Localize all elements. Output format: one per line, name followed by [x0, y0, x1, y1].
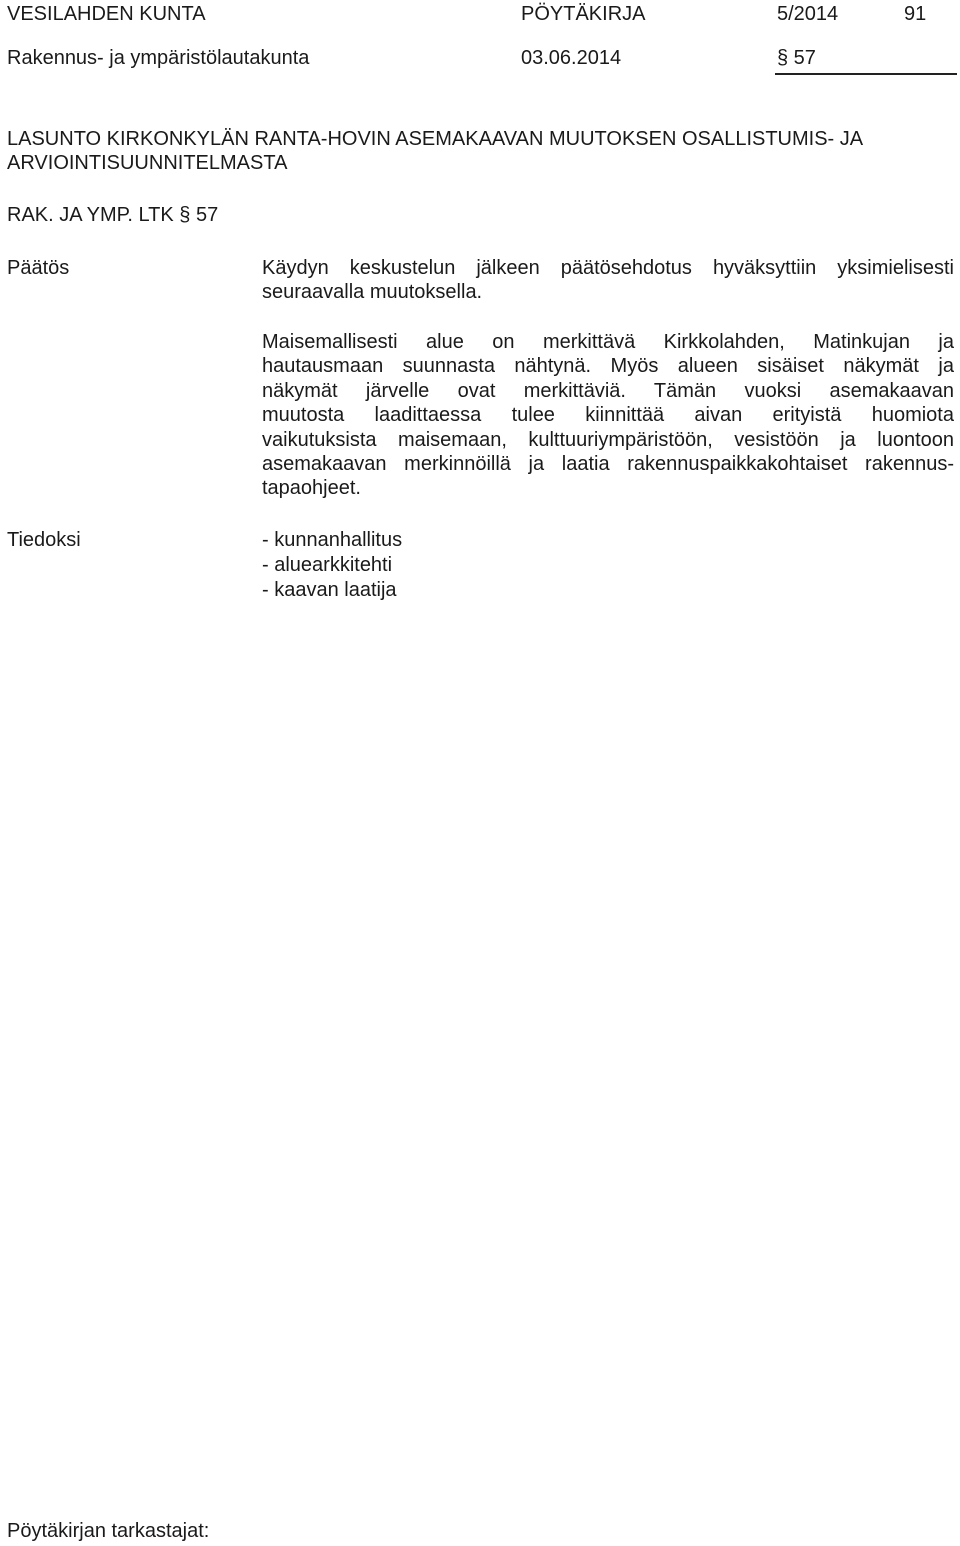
list-item: - kunnanhallitus — [262, 529, 403, 551]
minutes-checkers-label: Pöytäkirjan tarkastajat: — [7, 1520, 210, 1542]
issue-number: 5/2014 — [777, 3, 839, 25]
decision-body-line: tapaohjeet. — [262, 477, 361, 500]
decision-intro-line: seuraavalla muutoksella. — [262, 281, 483, 304]
section-number: § 57 — [777, 47, 816, 69]
title-line-2: ARVIOINTISUUNNITELMASTA — [7, 152, 288, 174]
list-item: - kaavan laatija — [262, 579, 397, 601]
board-name: Rakennus- ja ympäristölautakunta — [7, 47, 310, 69]
decision-intro — [262, 256, 954, 305]
decision-body-line: vaikutuksista maisemaan, kulttuuriympäristöön, vesistöön ja luontoon — [262, 428, 954, 451]
decision-body-line: Maisemallisesti alue on merkittävä Kirkkolahden, Matinkujan ja — [262, 331, 954, 353]
decision-intro-line: Käydyn keskustelun jälkeen päätösehdotus hyväksyttiin yksimielisesti — [262, 257, 954, 279]
decision-body-line: hautausmaan suunnasta nähtynä. Myös alueen sisäiset näkymät ja — [262, 355, 954, 378]
decision-body — [262, 330, 954, 501]
meeting-date: 03.06.2014 — [521, 47, 622, 69]
page-number: 91 — [904, 3, 927, 25]
decision-body-line: muutosta laadittaessa tulee kiinnittää aivan erityistä huomiota — [262, 404, 954, 427]
title-line-1: LASUNTO KIRKONKYLÄN RANTA-HOVIN ASEMAKAAVAN MUUTOKSEN OSALLISTUMIS- JA — [7, 128, 864, 150]
recipient-list — [262, 528, 402, 603]
decision-body-line: näkymät järvelle ovat merkittäviä. Tämän vuoksi asemakaavan — [262, 379, 954, 402]
decision-label: Päätös — [7, 257, 70, 279]
municipality-name: VESILAHDEN KUNTA — [7, 3, 206, 25]
info-label: Tiedoksi — [7, 529, 81, 551]
section-reference: RAK. JA YMP. LTK § 57 — [7, 204, 219, 226]
header-underline — [775, 73, 957, 75]
document-type: PÖYTÄKIRJA — [521, 3, 646, 25]
list-item: - aluearkkitehti — [262, 554, 393, 576]
decision-body-line: asemakaavan merkinnöillä ja laatia rakennuspaikkakohtaiset rakennus- — [262, 453, 954, 476]
